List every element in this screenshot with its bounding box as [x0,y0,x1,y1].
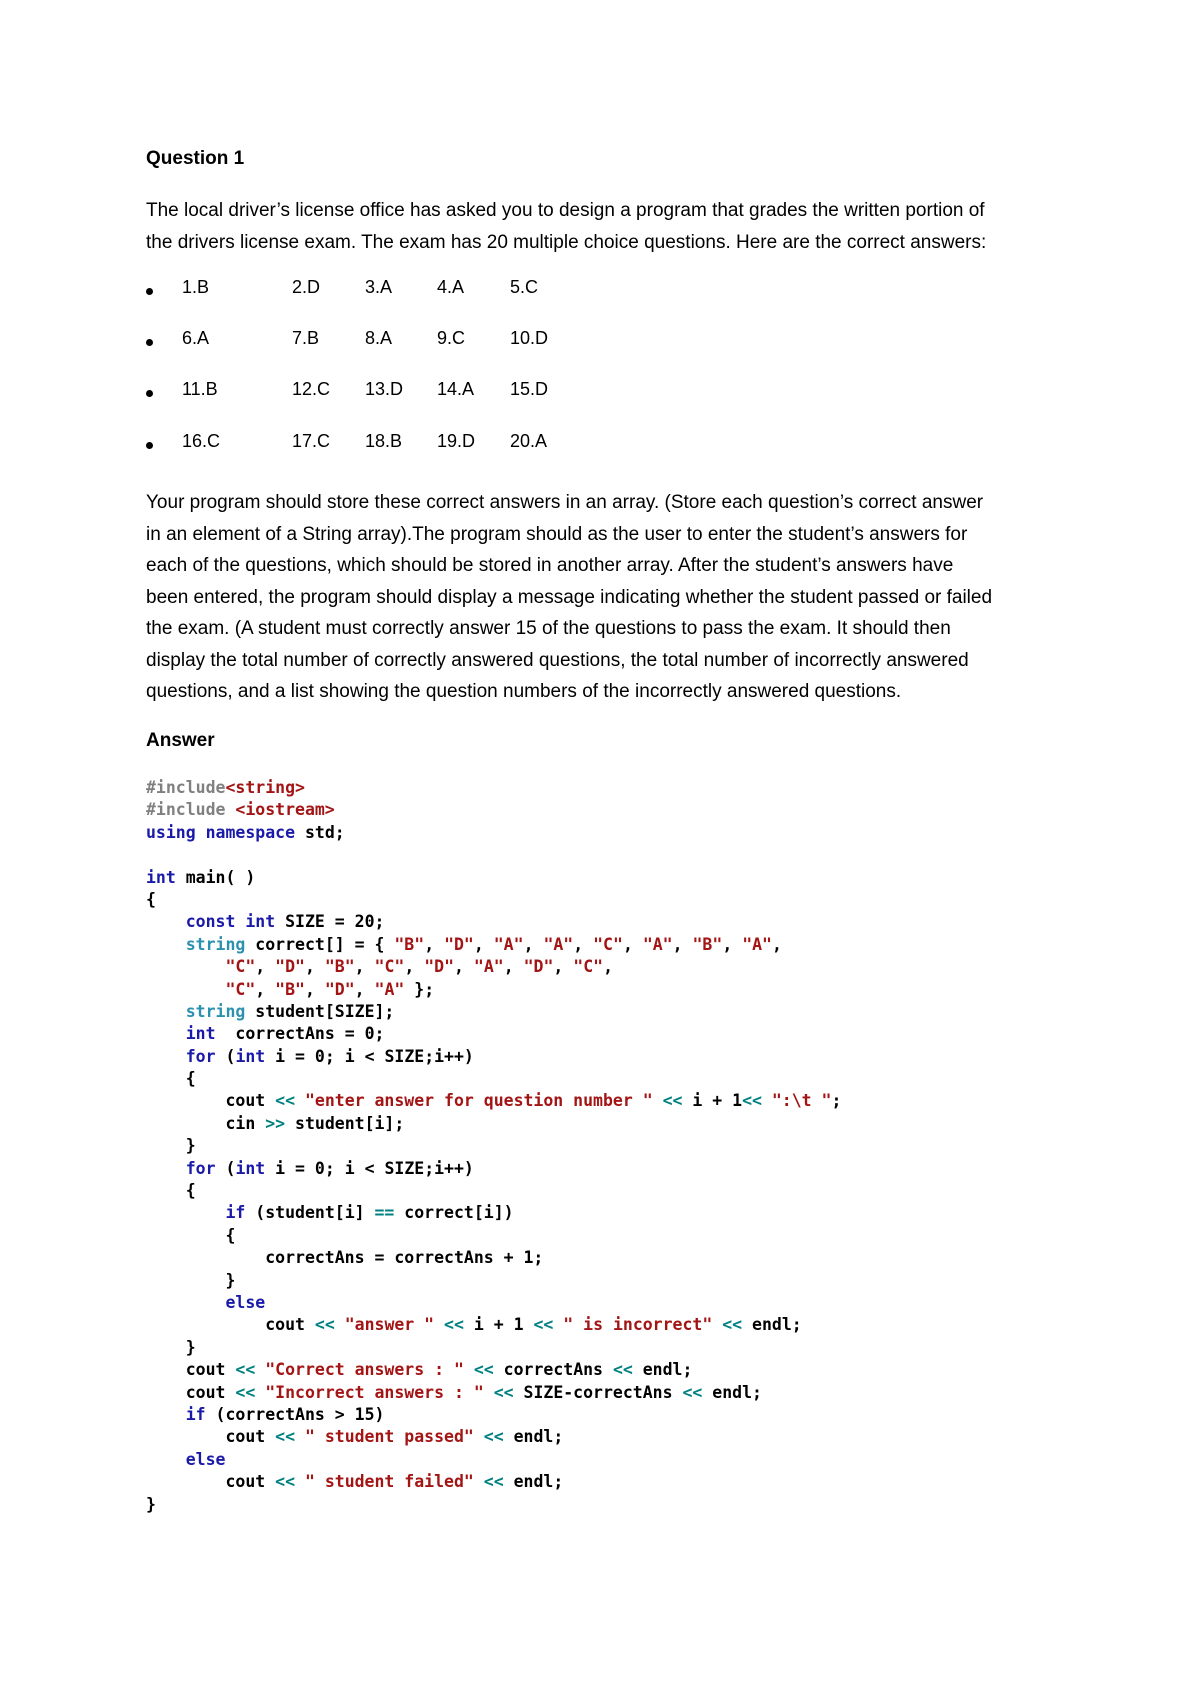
code-operator: << [275,1091,296,1111]
code-string: "A" [493,934,524,954]
code-text: cout [146,1427,276,1447]
code-text: , [503,957,524,977]
code-text: endl; [702,1382,762,1402]
code-text: cout [146,1360,236,1380]
instructions-line: each of the questions, which should be stored in another array. After the student’s answers have [146,555,954,576]
code-line [146,911,841,933]
code-line [146,1113,841,1135]
code-text: , [672,934,693,954]
code-line [146,1001,841,1023]
code-line [146,934,841,956]
code-text [146,935,186,954]
answer-key-row [146,431,746,471]
code-text: } [146,1136,196,1156]
code-text: i = 0; i < SIZE;i++) [265,1158,474,1178]
code-text: main( ) [175,867,256,887]
code-operator: << [483,1472,504,1492]
bullet-icon [146,288,153,295]
code-string: "B" [324,957,355,977]
code-string: "A" [473,957,504,977]
code-string: "C" [593,934,623,954]
code-text: student[SIZE]; [245,1001,395,1021]
answer-key-row [146,379,746,419]
answer-key-row [146,277,746,317]
code-line [146,1202,841,1224]
code-string: " student passed" [304,1427,474,1447]
code-text: } [146,1494,156,1514]
code-line [146,1068,841,1090]
code-text: ( [215,1158,236,1178]
code-keyword: int [245,912,276,932]
code-type: string [185,934,246,954]
code-keyword: int [146,867,176,887]
code-operator: << [493,1382,514,1402]
instructions-line: questions, and a list showing the question numbers of the incorrectly answered questions. [146,681,902,702]
code-text: student[i]; [285,1113,405,1133]
answer-key-item: 10.D [510,328,549,348]
code-line [146,889,841,911]
code-text [464,1360,474,1379]
code-string: "A" [543,934,574,954]
code-text: { [146,1181,196,1201]
code-line [146,844,841,866]
code-text: cout [146,1382,236,1402]
code-text: , [304,979,325,999]
code-text: , [354,979,375,999]
code-text [474,1472,484,1491]
code-line [146,1023,841,1045]
bullet-icon [146,390,153,397]
code-text [653,1091,663,1110]
instructions-line: Your program should store these correct answers in an array. (Store each question’s correct answer [146,492,984,513]
code-text [295,1472,305,1491]
code-string: "B" [692,934,723,954]
code-text: endl; [503,1427,564,1447]
code-type: string [185,1001,246,1021]
code-text: { [146,1069,196,1089]
code-string: "A" [742,934,772,954]
code-string: "D" [275,957,305,977]
code-text: , [473,934,494,954]
code-string: "D" [444,934,474,954]
answer-key-item: 12.C [292,379,331,399]
code-text: , [255,979,276,999]
code-text: i + 1 [463,1315,534,1335]
code-text: , [424,934,445,954]
code-line [146,1337,841,1359]
code-text: , [603,957,614,977]
code-line [146,1158,841,1180]
code-string: "answer " [344,1315,435,1335]
code-text: } [146,1337,196,1357]
code-string: "C" [225,957,256,977]
code-keyword: int [235,1158,266,1178]
code-text: SIZE-correctAns [513,1382,683,1402]
code-operator: << [275,1472,296,1492]
answer-key-item: 19.D [437,431,476,451]
code-text [146,1450,186,1469]
code-text [484,1383,494,1402]
code-string: "D" [424,957,455,977]
code-text: i = 0; i < SIZE;i++) [265,1046,474,1066]
code-text: }; [404,979,435,999]
code-text: , [573,934,594,954]
code-keyword: else [185,1449,226,1469]
answer-key-item: 13.D [365,379,404,399]
bullet-icon [146,442,153,449]
code-text [146,1159,186,1178]
code-text: cin [146,1113,266,1133]
code-line [146,777,841,799]
code-string: "Correct answers : " [265,1360,464,1380]
code-keyword: int [235,1046,266,1066]
code-operator: << [662,1091,683,1111]
intro-line: the drivers license exam. The exam has 20 multiple choice questions. Here are the correct answers: [146,231,987,253]
code-text: endl; [632,1360,693,1380]
code-text: , [304,957,325,977]
code-text: cout [146,1472,276,1492]
code-line [146,1090,841,1112]
code-operator: << [682,1382,703,1402]
code-string: "Incorrect answers : " [265,1382,484,1402]
bullet-icon [146,339,153,346]
code-text [146,1405,186,1424]
answer-key-item: 14.A [437,379,475,399]
code-text [146,1002,186,1021]
code-line [146,956,841,978]
instructions-line: been entered, the program should display a message indicating whether the student passed or failed [146,586,993,608]
code-keyword: const [185,912,236,932]
code-operator: << [235,1360,256,1380]
code-string: "C" [225,979,256,999]
code-operator: << [444,1315,464,1335]
code-line [146,1382,841,1404]
code-text: (correctAns > 15) [205,1404,385,1424]
code-string: " student failed" [304,1472,474,1492]
code-text: correctAns [493,1360,613,1380]
code-text: , [523,934,544,954]
code-string: " is incorrect" [563,1315,713,1335]
code-line [146,867,841,889]
instructions-line: the exam. (A student must correctly answer 15 of the questions to pass the exam. It should then [146,618,951,639]
code-line [146,1314,841,1336]
code-keyword: namespace [205,822,296,842]
answer-key-item: 8.A [365,328,393,348]
code-text [146,1024,186,1043]
code-line [146,1404,841,1426]
answer-key-item: 1.B [182,277,210,297]
code-string: "C" [573,957,604,977]
instructions-paragraph [146,487,1066,708]
code-line [146,1426,841,1448]
code-text [146,980,225,999]
code-text: , [772,934,782,954]
code-keyword: int [185,1024,216,1044]
code-string: "C" [374,957,405,977]
code-text: std; [295,822,345,842]
code-operator: >> [265,1113,286,1133]
answer-title: Answer [146,730,215,751]
code-text [146,912,186,931]
code-operator: == [374,1203,395,1223]
code-text: correctAns = correctAns + 1; [146,1248,544,1268]
code-operator: << [483,1427,504,1447]
code-text [146,957,225,976]
code-text: correctAns = 0; [215,1024,385,1044]
code-text: endl; [503,1472,564,1492]
code-text [295,1427,305,1446]
instructions-line: in an element of a String array).The program should as the user to enter the student’s answers for [146,523,968,545]
code-text: , [553,957,574,977]
code-text: , [454,957,474,977]
code-text [762,1091,772,1110]
code-keyword: else [225,1292,266,1312]
answer-key-item: 18.B [365,431,403,451]
answer-key-item: 9.C [437,328,466,348]
code-preprocessor: #include [146,800,236,820]
code-keyword: if [185,1404,206,1424]
code-line [146,799,841,821]
instructions-line: display the total number of correctly answered questions, the total number of incorrectly answered [146,649,969,671]
code-line [146,1247,841,1269]
code-keyword: for [185,1046,216,1066]
code-block [146,777,841,1516]
code-line [146,1359,841,1381]
intro-paragraph [146,195,1066,258]
code-string: "B" [394,934,425,954]
code-text: cout [146,1091,276,1111]
code-operator: << [533,1315,554,1335]
code-line [146,979,841,1001]
code-text: correct[i]) [394,1203,514,1223]
answer-key-item: 15.D [510,379,549,399]
code-operator: << [612,1360,633,1380]
code-text [255,1360,265,1379]
code-string: "B" [275,979,305,999]
code-text: cout [146,1315,315,1335]
code-string: "D" [324,979,355,999]
code-text: i + 1 [682,1091,743,1111]
code-text [712,1315,722,1334]
code-text [235,912,245,931]
code-text [196,823,206,842]
code-text [146,1047,186,1066]
intro-line: The local driver’s license office has asked you to design a program that grades the written portion of [146,200,985,221]
code-text [146,1293,225,1312]
answer-key-item: 6.A [182,328,210,348]
code-line [146,1292,841,1314]
code-text: , [354,957,375,977]
code-line [146,1225,841,1247]
code-line [146,1180,841,1202]
code-text: } [146,1270,236,1290]
code-keyword: if [225,1203,246,1223]
code-keyword: for [185,1158,216,1178]
code-keyword: using [146,822,196,842]
code-text: ; [831,1091,842,1111]
code-text [474,1427,484,1446]
code-text [146,1203,225,1222]
code-text: endl; [742,1315,802,1335]
code-text: , [722,934,743,954]
code-text: , [622,934,643,954]
code-text: { [146,889,156,909]
code-text [553,1315,563,1334]
code-text: , [255,957,276,977]
code-line [146,1471,841,1493]
code-operator: << [742,1091,762,1111]
code-string: <string> [225,778,305,797]
answer-key-row [146,328,746,368]
code-string: <iostream> [235,800,335,820]
answer-key-item: 11.B [182,379,218,399]
code-string: "A" [642,934,673,954]
question-title: Question 1 [146,148,245,169]
code-operator: << [473,1360,494,1380]
code-text: (student[i] [245,1203,375,1223]
answer-key-item: 20.A [510,431,548,451]
answer-key-item: 17.C [292,431,331,451]
answer-key-item: 2.D [292,277,321,297]
code-preprocessor: #include [146,778,226,797]
code-string: "D" [523,957,554,977]
code-operator: << [722,1315,743,1335]
answer-key-item: 4.A [437,277,465,297]
answer-key-item: 3.A [365,277,393,297]
code-text [335,1315,345,1334]
code-line [146,1046,841,1068]
code-text: , [404,957,425,977]
code-operator: << [275,1427,296,1447]
answer-key-item: 16.C [182,431,221,451]
code-line [146,1135,841,1157]
code-string: "enter answer for question number " [304,1091,653,1111]
code-text [434,1315,444,1334]
code-text: correct[] = { [245,934,395,954]
code-string: ":\t " [771,1091,832,1111]
answer-key-item: 7.B [292,328,320,348]
code-string: "A" [374,979,405,999]
code-line [146,1270,841,1292]
code-text: ( [215,1046,236,1066]
code-text [295,1091,305,1110]
code-text: SIZE = 20; [275,912,385,932]
code-line [146,822,841,844]
code-text [255,1383,265,1402]
code-operator: << [235,1382,256,1402]
code-line [146,1494,841,1516]
answer-key-item: 5.C [510,277,539,297]
code-operator: << [314,1315,335,1335]
code-line [146,1449,841,1471]
code-text: { [146,1225,236,1245]
